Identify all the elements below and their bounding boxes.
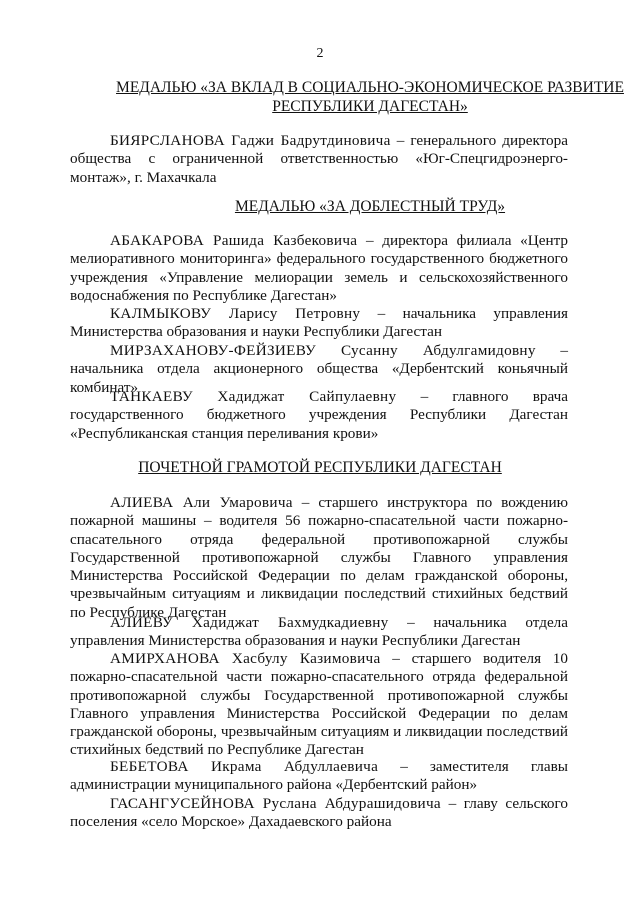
awardee-name: АМИРХАНОВА Хасбулу Казимовича	[110, 650, 381, 667]
awardee-position: – главу сельского поселения «село Морское» Дахадаевского района	[70, 795, 568, 831]
awardee-name: АБАКАРОВА Рашида Казбековича	[110, 232, 358, 249]
awardee-position: – заместителя главы администрации муниципального района «Дербентский район»	[70, 758, 568, 794]
awardee-position: – старшего водителя 10 пожарно-спасательной части пожарно-спасательного отряда федеральной противопожарной службы Государственной противопожарной службы Главного управления Министерства Российской Федерации по делам гражданской обороны, чрезвычайным ситуациям и ликвидации последствий стихийных бедствий по Республике Дагестан	[70, 650, 568, 759]
awardee-name: ТАНКАЕВУ Хадиджат Сайпулаевну	[110, 388, 397, 405]
awardee-name: МИРЗАХАНОВУ-ФЕЙЗИЕВУ Сусанну Абдулгамидовну	[110, 342, 536, 359]
awardee-name: БЕБЕТОВА Икрама Абдуллаевича	[110, 758, 379, 775]
award-entry	[70, 305, 568, 342]
awardee-name: АЛИЕВУ Хадиджат Бахмудкадиевну	[110, 614, 389, 631]
awardee-position: – директора филиала «Центр мелиоративного мониторинга» федерального государственного бюджетного учреждения «Управление мелиорации земель и сельскохозяйственного водоснабжения по Республике Дагестан»	[70, 232, 568, 304]
award-entry	[70, 795, 568, 832]
page-number: 2	[316, 46, 324, 61]
award-entry	[70, 232, 568, 305]
awardee-position: – старшего инструктора по вождению пожарной машины – водителя 56 пожарно-спасательной части пожарно-спасательного отряда федеральной противопожарной службы Государственной противопожарной службы Главного управления Министерства Российской Федерации по делам гражданской обороны, чрезвычайным ситуациям и ликвидации последствий стихийных бедствий по Республике Дагестан	[70, 494, 569, 621]
awardee-position: – генерального директора общества с ограниченной ответственностью «Юг-Спецгидроэнерго-монтаж», г. Махачкала	[70, 132, 568, 186]
awardee-name: БИЯРСЛАНОВА Гаджи Бадрутдиновича	[110, 132, 391, 149]
award-entry	[70, 650, 568, 760]
award-entry	[70, 132, 568, 187]
awardee-name: ГАСАНГУСЕЙНОВА Руслана Абдурашидовича	[110, 795, 441, 812]
award-entry	[70, 494, 568, 622]
section-heading: ПОЧЕТНОЙ ГРАМОТОЙ РЕСПУБЛИКИ ДАГЕСТАН	[138, 459, 502, 476]
award-entry	[70, 388, 568, 443]
section-heading: МЕДАЛЬЮ «ЗА ДОБЛЕСТНЫЙ ТРУД»	[234, 198, 506, 215]
awardee-name: КАЛМЫКОВУ Ларису Петровну	[110, 305, 361, 322]
awardee-position: – главного врача государственного бюджетного учреждения Республики Дагестан «Республиканская станция переливания крови»	[70, 388, 568, 442]
section-heading: МЕДАЛЬЮ «ЗА ВКЛАД В СОЦИАЛЬНО-ЭКОНОМИЧЕСКОЕ РАЗВИТИЕ РЕСПУБЛИКИ ДАГЕСТАН»	[116, 79, 624, 115]
awardee-position: – начальника отдела управления Министерства образования и науки Республики Дагестан	[70, 614, 569, 650]
award-entry	[70, 758, 568, 795]
awardee-position: – начальника отдела акционерного общества «Дербентский коньячный комбинат»	[70, 342, 568, 396]
awardee-name: АЛИЕВА Али Умаровича	[110, 494, 293, 511]
awardee-position: – начальника управления Министерства образования и науки Республики Дагестан	[70, 305, 569, 341]
award-entry	[70, 614, 568, 651]
